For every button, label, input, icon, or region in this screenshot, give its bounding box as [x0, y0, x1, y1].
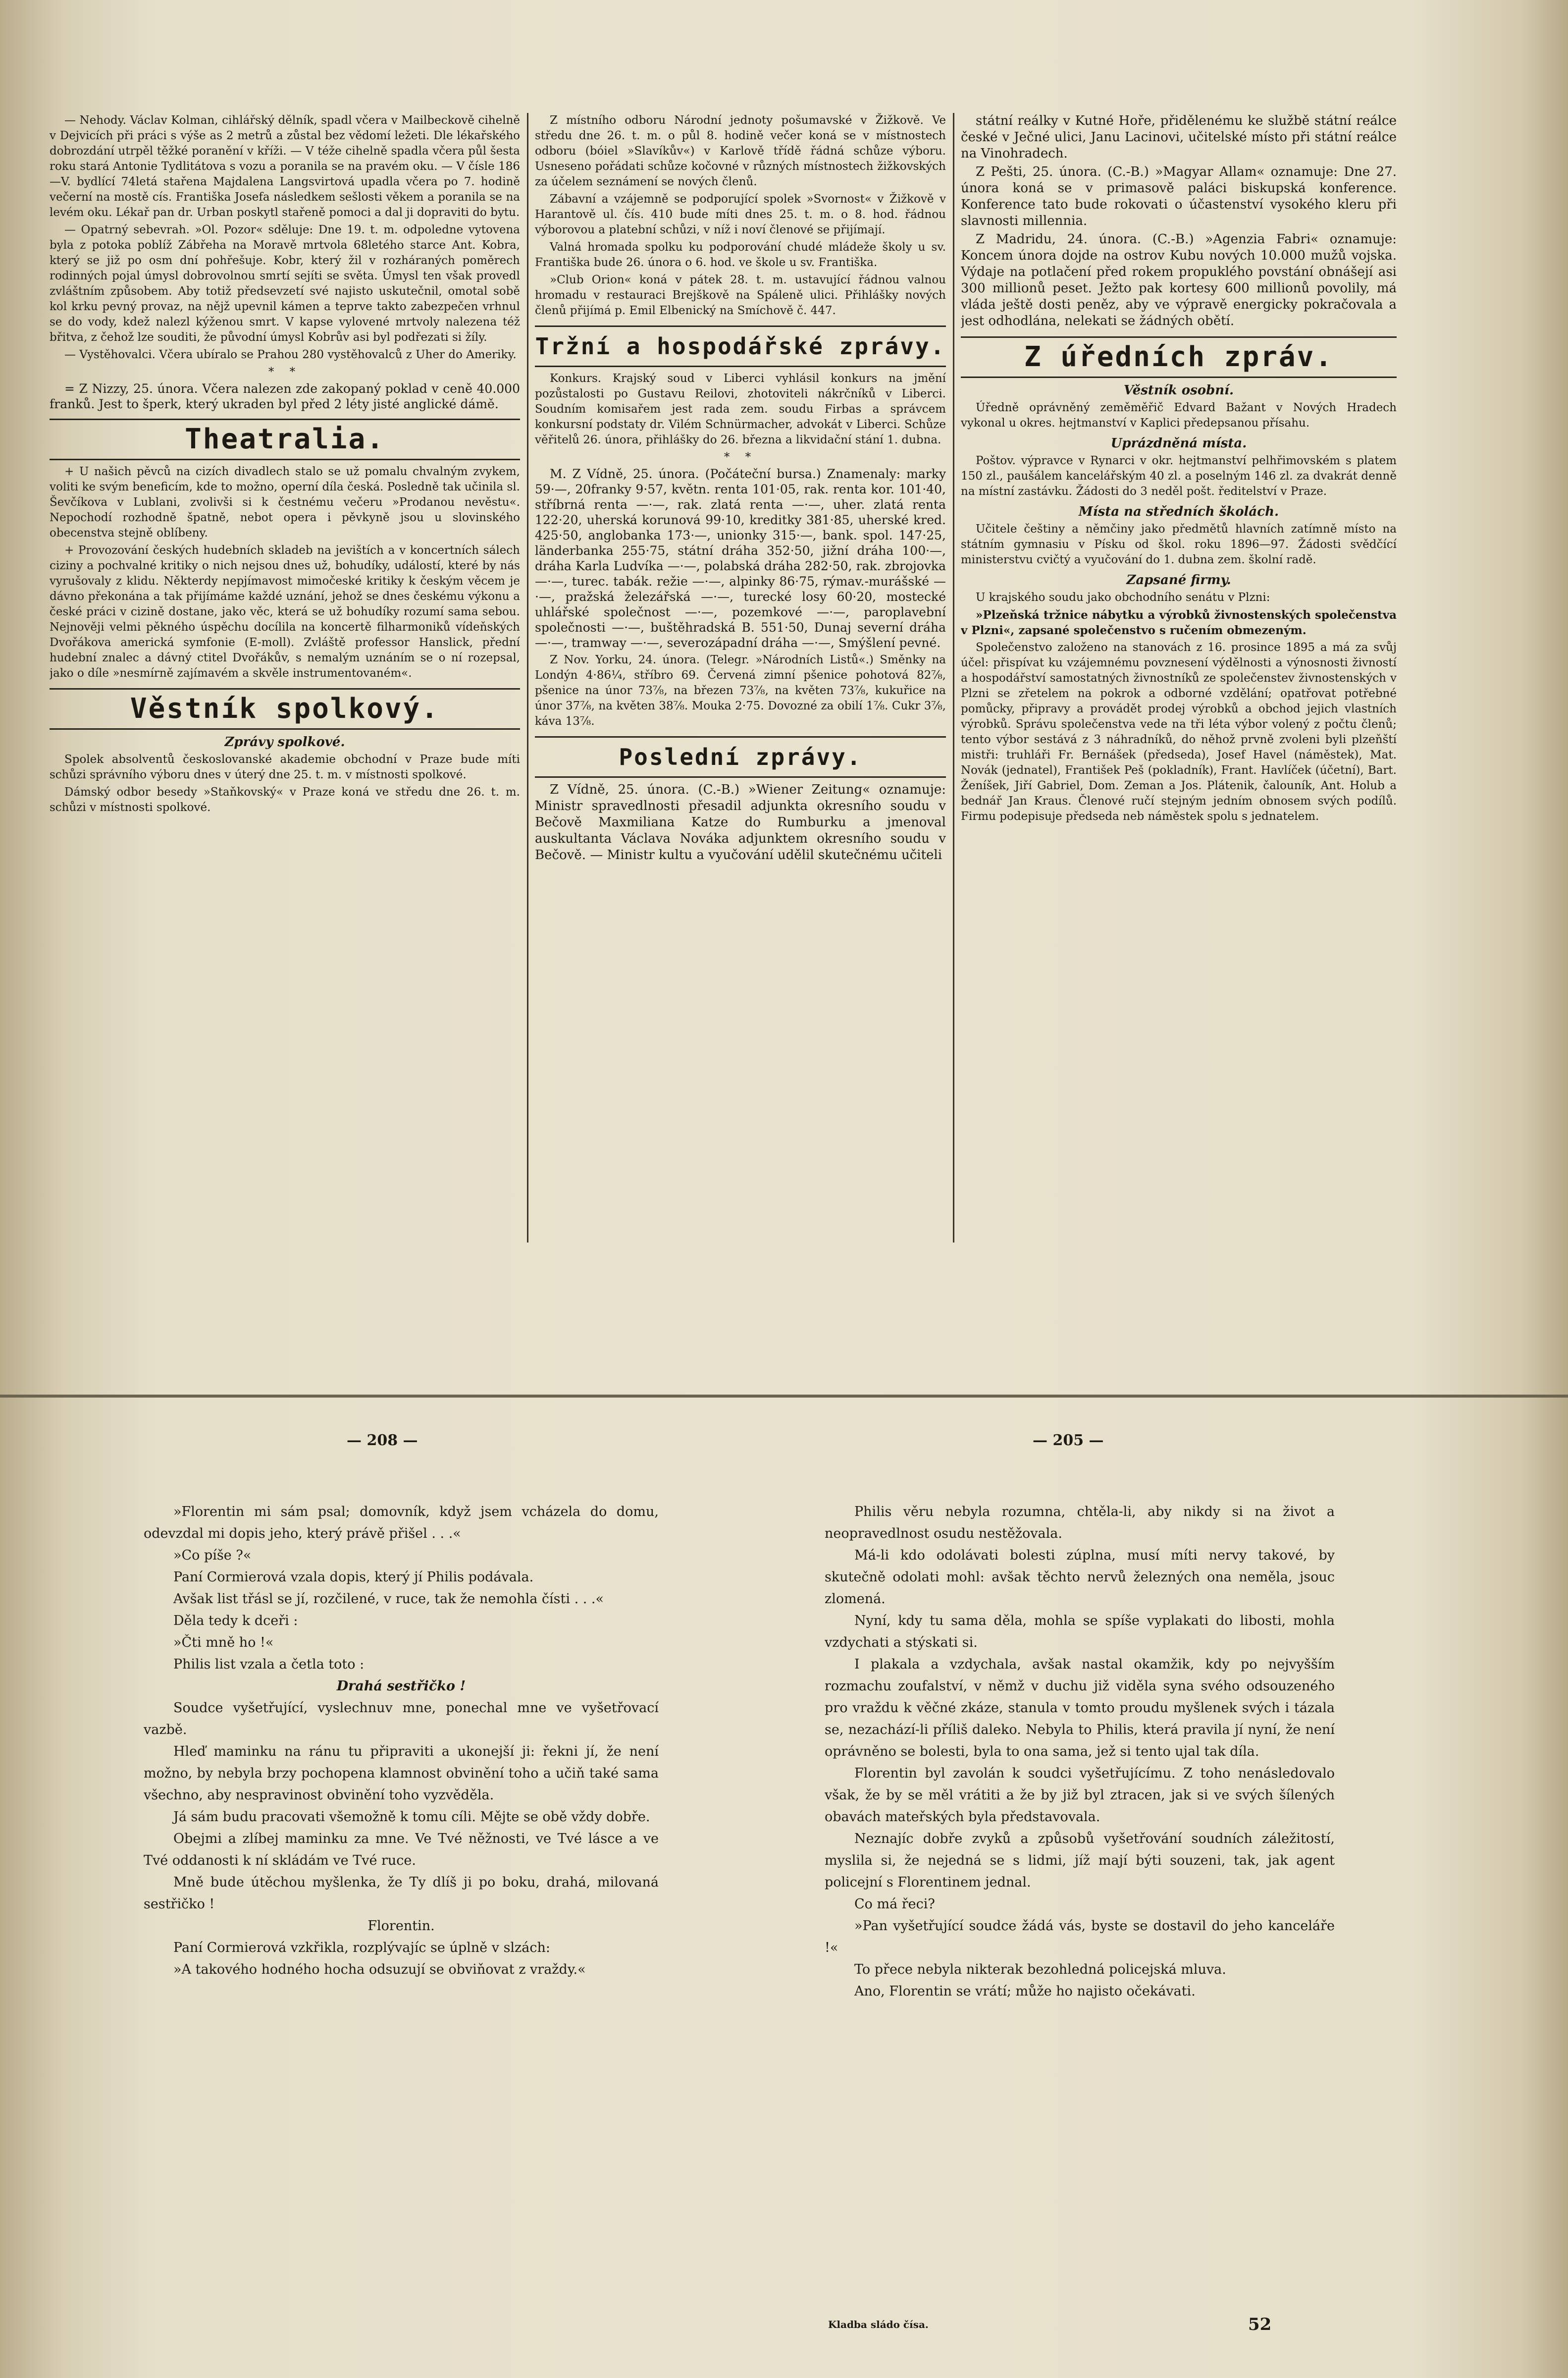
story-left-p5: Děla tedy k dceři :: [173, 1613, 298, 1628]
section-heading-posledni: Poslední zprávy.: [535, 736, 946, 778]
story-left-p3: Paní Cormierová vzala dopis, který jí Philis podávala.: [173, 1569, 534, 1585]
article-pest: Z Pešti, 25. února. (C.-B.) »Magyar Allam« oznamuje: Dne 27. února koná se v primasově paláci biskupská konference. Konference tato bude rokovati o účastenství vysokého kleru při slavnosti millennia.: [961, 164, 1397, 228]
story-left-letter-5: Mně bude útěchou myšlenka, že Ty dlíš ji po boku, drahá, milovaná sestřičko !: [144, 1875, 659, 1912]
section-heading-theatralia: Theatralia.: [50, 419, 520, 460]
article-narodni-jednota: Z místního odboru Národní jednoty pošumavské v Žižkově. Ve středu dne 26. t. m. o půl 8. hodině večer koná se v místnostech odboru (bóiel »Slavíkův«) v Karlově třídě řádná schůze výboru. Usneseno pořádati schůze kočovné v různých místnostech žižkovských za účelem seznámení se nových členů.: [535, 114, 946, 188]
story-left-p7: Philis list vzala a četla toto :: [173, 1657, 365, 1672]
page-fold-divider: [0, 1395, 1568, 1398]
story-left-end-2: »A takového hodného hocha odsuzují se obviňovat z vraždy.«: [173, 1962, 586, 1977]
story-left-p2: »Co píše ?«: [173, 1548, 252, 1563]
story-left-letter-1: Soudce vyšetřující, vyslechnuv mne, ponechal mne ve vyšetřovací vazbě.: [144, 1700, 659, 1737]
article-skolach: Učitele češtiny a němčiny jako předmětů hlavních zatímně místo na státním gymnasiu v Písku od škol. roku 1896—97. Žádosti svědčící ministerstvu cvičtý a vyučování do 1. dubna zem. školní radě.: [961, 523, 1397, 566]
column-1: [50, 113, 520, 1247]
subheading-osobni: Věstník osobní.: [1123, 383, 1234, 398]
article-valna-hromada: Valná hromada spolku ku podporování chudé mládeže školy u sv. Františka bude 26. února o 6. hod. ve škole u sv. Františka.: [535, 241, 946, 269]
separator-stars: * *: [268, 366, 302, 378]
story-right-p1: Philis věru nebyla rozumna, chtěla-li, aby nikdy si na život a neopravedlnost osudu nestěžovala.: [825, 1504, 1335, 1541]
article-svornost: Zábavní a vzájemně se podporující spolek »Svornost« v Žižkově v Harantově ul. čís. 410 bude míti dnes 25. t. m. o 8. hod. řádnou výborovou a platební schůzi, v níž i noví členové se přijímají.: [535, 193, 946, 236]
story-right-p9: To přece nebyla nikterak bezohledná policejská mluva.: [854, 1962, 1226, 1977]
article-firmy-1: U krajského soudu jako obchodního senátu v Plzni:: [976, 591, 1270, 604]
article-vystehovalci: — Vystěhovalci. Včera ubíralo se Prahou 280 vystěhovalců z Uher do Ameriky.: [64, 348, 517, 361]
story-left-letter-3: Já sám budu pracovati všemožně k tomu cíli. Mějte se obě vždy dobře.: [173, 1809, 650, 1825]
subheading-firmy: Zapsané firmy.: [1126, 573, 1231, 588]
separator-stars-2: * *: [724, 451, 757, 464]
column-3: [961, 113, 1397, 1247]
subheading-zpravy: Zprávy spolkové.: [224, 735, 345, 750]
story-left-p6: »Čti mně ho !«: [173, 1635, 274, 1650]
article-nizza: = Z Nizzy, 25. února. Včera nalezen zde zakopaný poklad v ceně 40.000 franků. Jest to šperk, který ukraden byl před 2 léty jisté anglické dámě.: [50, 381, 520, 411]
article-club-orion: »Club Orion« koná v pátek 28. t. m. ustavující řádnou valnou hromadu v restauraci Brejškově na Spáleně ulici. Přihlášky nových členů přijímá p. Emil Elbenický na Smíchově č. 447.: [535, 273, 946, 317]
article-videnska-bursa: M. Z Vídně, 25. února. (Počáteční bursa.) Znamenaly: marky 59·—, 20franky 9·57, květn. renta 101·05, rak. renta kor. 101·40, stříbrná renta —·—, rak. zlatá renta —·—, uher. zlatá renta 122·20, uherská korunová 99·10, kreditky 381·85, uherské kred. 425·50, anglobanka 173·—, unionky 315·—, bank. spol. 147·25, länderbanka 255·75, státní dráha 352·50, jižní dráha 100·—, dráha Karla Ludvíka —·—, polabská dráha 282·50, rak. zbrojovka —·—, turec. tabák. režie —·—, alpinky 86·75, rýmav.-murášské —·—, pražská železářská —·—, turecké losy 60·20, mostecké uhlářské společnost —·—, pozemkové —·—, paroplavební společnosti —·—, buštěhradská B. 551·50, Dunaj severní dráha —·—, tramway —·—, severozápadní dráha —·—, Smýšlení pevné.: [535, 467, 946, 650]
section-heading-vestnik: Věstník spolkový.: [50, 688, 520, 730]
story-right-p3: Nyní, kdy tu sama děla, mohla se spíše vyplakati do libosti, mohla vzdychati a stýskati si.: [825, 1613, 1335, 1650]
article-madrid: Z Madridu, 24. února. (C.-B.) »Agenzia Fabri« oznamuje: Koncem února dojde na ostrov Kubu nových 10.000 mužů vojska. Výdaje na potlačení před rokem propuklého povstání obnášejí asi 300 millionů peset. Ježto pak kortesy 600 millionů povolily, má vláda ještě dosti peněz, aby ve výpravě energicky pokračovala a jest odhodlána, nelekati se žádných obětí.: [961, 232, 1397, 328]
article-new-york: Z Nov. Yorku, 24. února. (Telegr. »Národních Listů«.) Směnky na Londýn 4·86¼, stříbro 69. Červená zimní pšenice pohotová 82⅞, pšenice na únor 73⅞, na březen 73⅞, na květen 73⅞, kukuřice na únor 37⅞, na květen 38⅞. Mouka 2·75. Dovozné za obilí 1⅞. Cukr 3⅞, káva 13⅞.: [535, 653, 946, 728]
story-right-p10: Ano, Florentin se vrátí; může ho najisto očekávati.: [854, 1984, 1196, 1999]
article-nehody: — Nehody. Václav Kolman, cihlářský dělník, spadl včera v Mailbeckově cihelně v Dejvicích při práci s výše as 2 metrů a zůstal bez vědomí ležeti. Dle lékařského dobrozdání utrpěl těžké poranění v kříži. — V téže cihelně spadla včera půl šesta roku stará Antonie Tydlitátova s vozu a poranila se na pravém oku. — V čísle 186—V. bydlící 74letá stařena Majdalena Langsvirtová upadla včera po 7. hodině večerní na mostě cís. Františka Josefa následkem sešlosti věkem a poranila se na levém oku. Lékař pan dr. Urban poskytl stařeně pomoci a dal ji dopraviti do bytu.: [50, 114, 520, 219]
section-heading-uredni: Z úředních zpráv.: [961, 336, 1397, 378]
article-sebevrah: — Opatrný sebevrah. »Ol. Pozor« sděluje: Dne 19. t. m. odpoledne vytovena byla z potoka poblíž Zábřeha na Moravě mrtvola 68letého starce Ant. Kobra, který se již po osm dní pohřešuje. Kobr, který žil v rozháraných poměrech rodinných pojal úmysl dobrovolnou smrtí sejíti se světa. Úmysl ten však provedl zvláštním způsobem. Aby totiž předsevzetí své najisto uskutečnil, omotal sobě kol krku pevný provaz, na nějž upevnil kámen a teprve takto zabezpečen vrhnul se do vody, kdež nalezl kýženou smrt. V kapse vylovené mrtvoly nalezena též břitva, z čehož lze souditi, že původní úmysl Kobrův asi byl podřezati si žíly.: [50, 223, 520, 344]
story-right-p6: Neznajíc dobře zvyků a způsobů vyšetřování soudních záležitostí, myslila si, že nejedná se s lidmi, jíž mají býti souzeni, tak, jak agent policejní s Florentinem jednal.: [825, 1831, 1335, 1890]
story-right-p7: Co má řeci?: [854, 1896, 935, 1912]
subheading-skolach: Místa na středních školách.: [1078, 504, 1279, 519]
column-rule-1: [527, 113, 528, 1243]
article-osobni: Úředně oprávněný zeměměřič Edvard Bažant v Nových Hradech vykonal u okres. hejtmanství v Kaplici předepsanou přísahu.: [961, 401, 1397, 430]
story-left-letter-4: Obejmi a zlíbej maminku za mne. Ve Tvé něžnosti, ve Tvé lásce a ve Tvé oddanosti k ní skládám ve Tvé ruce.: [144, 1831, 659, 1868]
story-right-p5: Florentin byl zavolán k soudci vyšetřujícímu. Z toho nenásledovalo však, že by se měl vrátiti a že by již byl ztracen, jak si ve svých šílených obavách mateřských byla představovala.: [825, 1766, 1335, 1825]
footnote: Kladba sládo čísa.: [828, 2319, 929, 2330]
article-vienna: Z Vídně, 25. února. (C.-B.) »Wiener Zeitung« oznamuje: Ministr spravedlnosti přesadil adjunkta okresního soudu v Bečově Maxmiliana Katze do Rumburku a jmenoval auskultanta Václava Nováka adjunktem okresního soudu v Bečově. — Ministr kultu a vyučování udělil skutečnému učiteli: [535, 782, 946, 863]
article-theatralia-1: + U našich pěvců na cizích divadlech stalo se už pomalu chvalným zvykem, voliti ke svým beneficím, kde to možno, operní díla česká. Posledně tak učinila sl. Ševčíkova v Lublani, zvolivši si k čestnému večeru »Prodanou nevěstu«. Nepochodí rozhodně špatně, nebot opera i pěvkyně jsou u slovinského obecenstva stejně oblíbeny.: [50, 465, 520, 540]
article-konkurs: Konkurs. Krajský soud v Liberci vyhlásil konkurs na jmění pozůstalosti po Gustavu Reilovi, zhotoviteli nákrčníků v Liberci. Soudním komisařem jest rada zem. soudu Firbas a správcem konkursní podstaty dr. Vilém Schnürmacher, advokát v Liberci. Schůze věřitelů 26. února, přihlášky do 26. března a likvidační stání 1. dubna.: [535, 372, 946, 446]
article-firmy-2: »Plzeňská tržnice nábytku a výrobků živnostenských společenstva v Plzni«, zapsané společenstvo s ručením obmezeným.: [961, 608, 1397, 637]
left-page-number: — 208 —: [347, 1432, 418, 1449]
article-firmy-3: Společenstvo založeno na stanovách z 16. prosince 1895 a má za svůj účel: přispívat ku vzájemnému povznesení výdělnosti a výnosnosti živností a hospodářství samostatných živnostníků ze společenstev živnostenských v Plzni se zřetelem na pokrok a odborné vzdělání; opatřovat potřebné pomůcky, připravy a provádět prodej výrobků a obchod jejich vlastních výrobků. Správu společenstva vede na tři léta výbor volený z počtu členů; tento výbor sestává z 3 náhradníků, do něhož prvně zvoleni byli plzeňští mistři: truhláři Fr. Bernášek (předseda), Josef Havel (náměstek), Mat. Novák (jednatel), František Peš (pokladník), Frant. Havlíček (účetní), Bart. Ženíšek, Jiří Gabriel, Dom. Zeman a Jos. Plátenik, čalouník, Ant. Holub a bednář Jan Kraus. Členové ručí stejným jedním obnosem svých podílů. Firmu podepisuje předseda neb náměstek spolu s jednatelem.: [961, 641, 1397, 823]
article-realka: státní reálky v Kutné Hoře, přidělenému ke službě státní reálce české v Ječné ulici, Janu Lacinovi, učitelské místo při státní reálce na Vinohradech.: [961, 113, 1397, 161]
story-right-p8: »Pan vyšetřující soudce žádá vás, byste se dostavil do jeho kanceláře !«: [825, 1918, 1335, 1955]
letter-signature: Florentin.: [367, 1918, 435, 1934]
right-page-number: — 205 —: [1033, 1432, 1104, 1449]
story-left-end-1: Paní Cormierová vzkřikla, rozplývajíc se úplně v slzách:: [173, 1940, 550, 1955]
story-right-p2: Má-li kdo odolávati bolesti zúplna, musí míti nervy takové, by skutečně odolati mohl: avšak těchto nervů železných ona neměla, jsouc zlomená.: [825, 1548, 1335, 1607]
article-vestnik-2: Dámský odbor besedy »Staňkovský« v Praze koná ve středu dne 26. t. m. schůzi v místnosti spolkové.: [50, 786, 520, 814]
left-story-page: [144, 1501, 659, 2343]
story-left-letter-2: Hleď maminku na ránu tu připraviti a ukonejší ji: řekni jí, že není možno, by nebyla brzy pochopena klamnost obvinění toho a učiň také sama všechno, aby nespravinost obvinění toho vyzvěděla.: [144, 1744, 659, 1803]
section-heading-trzni: Tržní a hospodářské zprávy.: [535, 325, 946, 367]
story-right-p4: I plakala a vzdychala, avšak nastal okamžik, kdy po nejvyšším rozmachu zoufalství, v němž v duchu již viděla syna svého odsouzeného pro vraždu k věčné zkáze, stanula v tomto proudu myšlenek svých i tázala se, nezachází-li příliš daleko. Nebyla to Philis, která pravila jí nyní, že není oprávněno se bolesti, byla to ona sama, jež si tento ujal tak díla.: [825, 1657, 1335, 1759]
subheading-uprazdnena: Uprázdněná místa.: [1110, 436, 1247, 451]
letter-salutation: Drahá sestřičko !: [336, 1678, 466, 1694]
article-theatralia-2: + Provozování českých hudebních skladeb na jevištích a v koncertních sálech ciziny a pochvalné kritiky o nich nejsou dnes už, bohudíky, událostí, které by nás vyrušovaly z klidu. Některdy nepjímavost mimočeské kritiky k českým věcem je dávno překonána a tak přijímáme každé uznání, jehož se dnes českému výkonu a české práci v cizině dostane, jako věc, která se už bohudíky rozumí sama sebou. Nejnověji velmi pěkného úspěchu docílila na koncertě filharmoniků vídeňských Dvořákova americká symfonie (E-moll). Zvláště professor Hanslick, přední hudební znalec a dávný ctitel Dvořákův, s nemalým uznáním se o ní rozepsal, jako o díle »nesmírně zajímavém a skvěle instrumentovaném«.: [50, 544, 520, 680]
article-uprazdnena: Poštov. výpravce v Rynarci v okr. hejtmanství pelhřimovském s platem 150 zl., paušálem kancelářským 40 zl. a poselným 146 zl. za dvakrát denně na místní zastávku. Žádosti do 3 neděl pošt. ředitelství v Praze.: [961, 454, 1397, 498]
column-rule-2: [953, 113, 954, 1243]
column-2: [535, 113, 946, 1247]
story-left-p4: Avšak list třásl se jí, rozčilené, v ruce, tak že nemohla čísti . . .«: [173, 1591, 604, 1607]
story-left-p1: »Florentin mi sám psal; domovník, když jsem vcházela do domu, odevzdal mi dopis jeho, který právě přišel . . .«: [144, 1504, 659, 1541]
right-story-page: [825, 1501, 1335, 2304]
right-page-index: 52: [1248, 2315, 1272, 2334]
article-vestnik-1: Spolek absolventů českoslovanské akademie obchodní v Praze bude míti schůzi správního výboru dnes v úterý dne 25. t. m. v místnosti spolkové.: [50, 753, 520, 781]
